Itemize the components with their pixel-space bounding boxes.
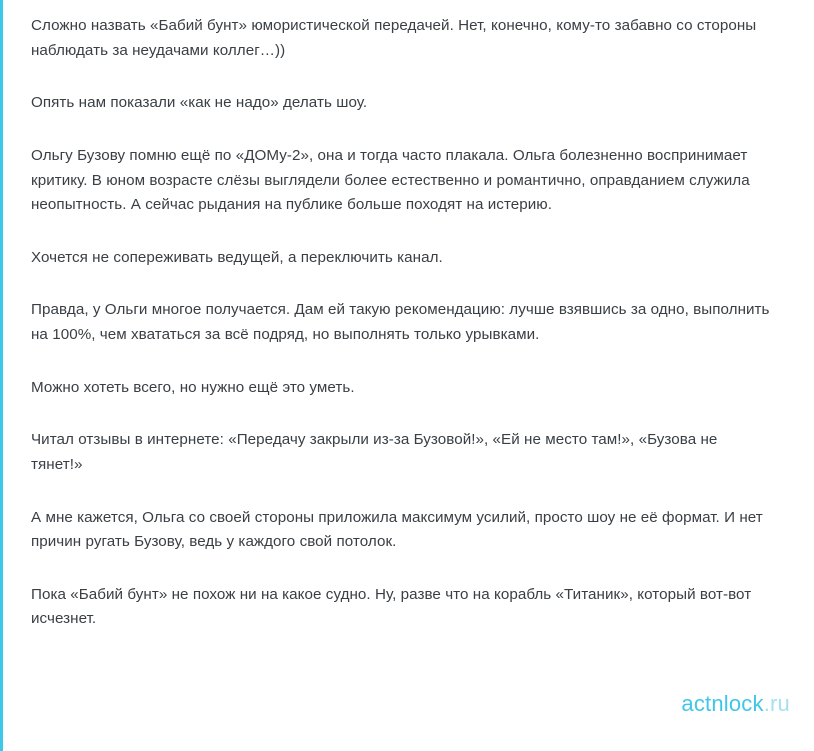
site-watermark xyxy=(681,691,790,717)
paragraph: Сложно назвать «Бабий бунт» юмористической передачей. Нет, конечно, кому-то забавно со стороны наблюдать за неудачами коллег…)) xyxy=(31,17,757,59)
paragraph: Правда, у Ольги многое получается. Дам ей такую рекомендацию: лучше взявшись за одно, выполнить на 100%, чем хвататься за всё подряд, но выполнять только урывками. xyxy=(31,301,770,343)
paragraph: А мне кажется, Ольга со своей стороны приложила максимум усилий, просто шоу не её формат. И нет причин ругать Бузову, ведь у каждого свой потолок. xyxy=(31,508,763,551)
paragraph: Ольгу Бузову помню ещё по «ДОМу-2», она и тогда часто плакала. Ольга болезненно воспринимает критику. В юном возрасте слёзы выглядели более естественно и романтично, оправданием служила неопытность. А сейчас рыдания на публике больше походят на истерию. xyxy=(31,146,750,214)
paragraph: Опять нам показали «как не надо» делать шоу. xyxy=(31,94,368,112)
paragraph: Хочется не сопереживать ведущей, а переключить канал. xyxy=(31,248,443,266)
watermark-main-text: actnlock xyxy=(681,691,764,716)
watermark-suffix-text: .ru xyxy=(763,691,790,716)
paragraph: Можно хотеть всего, но нужно ещё это уметь. xyxy=(31,378,355,396)
paragraph: Читал отзывы в интернете: «Передачу закрыли из-за Бузовой!», «Ей не место там!», «Бузова не тянет!» xyxy=(31,431,718,473)
paragraph: Пока «Бабий бунт» не похож ни на какое судно. Ну, разве что на корабль «Титаник», который вот-вот исчезнет. xyxy=(31,585,752,628)
article-body xyxy=(3,0,814,632)
